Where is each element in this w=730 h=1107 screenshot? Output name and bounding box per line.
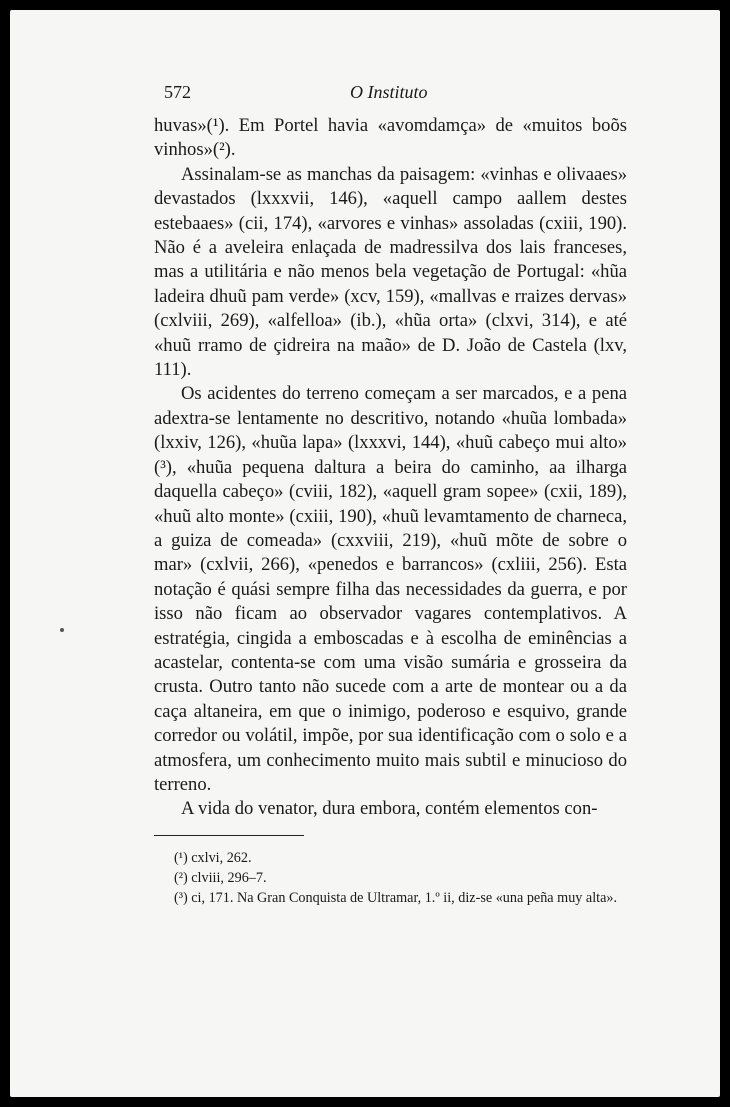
margin-mark xyxy=(60,628,64,632)
footnotes xyxy=(154,848,627,908)
page-number: 572 xyxy=(164,82,191,102)
page-header xyxy=(164,82,634,110)
paragraph: Os acidentes do terreno começam a ser marcados, e a pena adextra-se lentamente no descritivo, notando «huũa lombada» (lxxiv, 126), «huũa lapa» (lxxxvi, 144), «huũ cabeço mui alto» (³), «huũa pequena daltura a beira do caminho, aa ilharga daquella cabeço» (cviii, 182), «aquell gram sopee» (cxii, 189), «huũ alto monte» (cxiii, 190), «huũ levamtamento de charneca, a guiza de comeada» (cxxviii, 219), «huũ mõte de sobre o mar» (cxlvii, 266), «penedos e barrancos» (cxliii, 256). Esta notação é quási sempre filha das necessidades da guerra, e por isso não ficam ao observador vagares contemplativos. A estratégia, cingida a emboscadas e à escolha de eminências a acastelar, contenta-se com uma visão sumária e grosseira da crusta. Outro tanto não sucede com a arte de montear ou a da caça altaneira, em que o inimigo, poderoso e esquivo, grande corredor ou volátil, impõe, por sua identificação com o solo e a atmosfera, um conhecimento muito mais subtil e minucioso do terreno. xyxy=(154,383,627,795)
paragraph: huvas»(¹). Em Portel havia «avomdamça» de «muitos boõs vinhos»(²). xyxy=(154,115,627,161)
paragraph: Assinalam-se as manchas da paisagem: «vinhas e olivaaes» devastados (lxxxvii, 146), «aquell campo aallem destes estebaaes» (cii, 174), «arvores e vinhas» assoladas (cxiii, 190). Não é a aveleira enlaçada de madressilva dos lais franceses, mas a utilitária e não menos bela vegetação de Portugal: «hũa ladeira dhuũ pam verde» (xcv, 159), «mallvas e rraizes dervas» (cxlviii, 269), «alfelloa» (ib.), «hũa orta» (clxvi, 314), e até «huũ rramo de çidreira na maão» de D. João de Castela (lxv, 111). xyxy=(154,163,627,381)
footnote: (¹) cxlvi, 262. xyxy=(174,850,252,866)
running-title: O Instituto xyxy=(350,82,428,102)
body-text xyxy=(154,114,627,822)
paragraph: A vida do venator, dura embora, contém elementos con- xyxy=(181,798,598,820)
footnote: (²) clviii, 296–7. xyxy=(174,870,267,886)
footnote-divider xyxy=(154,835,304,836)
footnote: (³) ci, 171. Na Gran Conquista de Ultramar, 1.º ii, diz-se «una peña muy alta». xyxy=(174,890,618,906)
